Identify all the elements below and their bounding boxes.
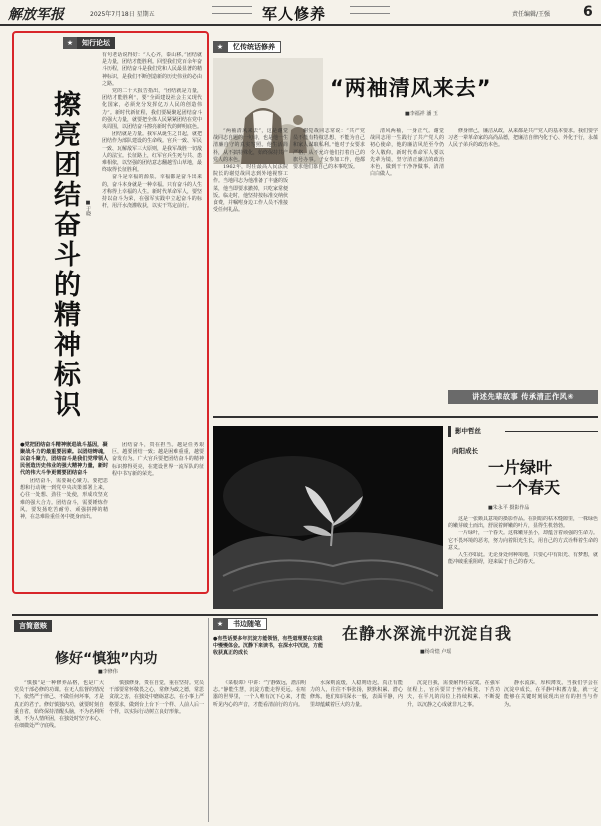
- article-body-col-1: [14, 680, 104, 820]
- article-paragraph: 谢觉哉同志常说：“共产党员不能有特权思想，不能为自己和家人谋取私利。”他对子女要求严格，从不允许他们打着自己的旗号办事。子女参加工作，他都要求他们靠自己的本事吃饭。: [293, 128, 365, 171]
- article-paragraph: “两袖清风来去”，这是谢觉哉同志自题的一句诗，也是他一生清廉自守的真实写照。他生活简朴，从不搞特殊化，始终保持共产党人的本色。: [213, 128, 288, 163]
- article-body-col-3: [407, 680, 500, 820]
- article-body-col-1: [102, 52, 202, 436]
- section-tag-left: [63, 37, 115, 49]
- article-paragraph: 一片绿叶，一个春天。这株嫩芽虽小，却蕴含着顽强的生命力。它不畏环境的恶劣，努力向着阳光生长，用自己的方式诠释着生命的意义。: [448, 530, 598, 551]
- sprout-photo: [213, 426, 443, 609]
- editor-credit: 责任编辑/王强: [512, 11, 551, 18]
- article-body-col-4: [504, 680, 598, 820]
- paper-name: 解放军报: [8, 7, 64, 23]
- article-body-col-3: [370, 128, 444, 383]
- article-body-col-3: [112, 442, 204, 588]
- article-headline: 在静水深流中沉淀自我: [342, 624, 513, 643]
- article-paragraph: 团结奋斗，需要凝心聚力。要把思想和行动统一到党中央决策部署上来，心往一处想、劲往一处使，形成攻坚克难的强大合力。团结奋斗，需要锤炼作风。要发扬吃苦耐劳、顽强拼搏的精神，在急难险重任务中挺身而出。: [20, 478, 108, 521]
- article-title: 擦亮团结奋斗的精神标识: [49, 90, 80, 420]
- article-paragraph: 慎独修身，贵在自觉，重在坚持。党员干部要常怀敬畏之心，常修为政之德，常思贪欲之害，在独处中磨砺意志，在小事上严格要求，做到台上台下一个样、人前人后一个样，以实际行动树立良好形象。: [109, 680, 204, 715]
- article-byline: ■杨奇煌 卢瑶: [420, 649, 452, 655]
- section-tag-bottom-left: [14, 620, 52, 632]
- article-paragraph: 人生亦如此。无论身处何种境地，只要心中有阳光、有梦想，就能冲破重重阻碍，迎来属于自己的春天。: [448, 552, 598, 566]
- series-banner: 讲述先辈故事 传承清正作风④: [448, 390, 598, 404]
- page-number: 6: [583, 4, 593, 20]
- article-paragraph: 清风两袖，一身正气。谢觉哉同志用一生践行了共产党人的初心使命，他的廉洁风范至今仍令人敬仰。新时代革命军人要以先辈为镜，坚守清正廉洁的政治本色，做到干干净净做事、清清白白做人。: [370, 128, 444, 178]
- star-icon: ★: [213, 41, 227, 53]
- article-body-col-1: [213, 128, 288, 383]
- insight-headline: [488, 458, 560, 498]
- article-body-col-4: [448, 128, 598, 383]
- article-headline: 修好“慎独”内功: [55, 651, 158, 667]
- article-paragraph: 有句老话说得好：“人心齐，泰山移。”团结就是力量，团结才能胜利。回望我们党百余年奋斗历程，团结奋斗是我们党和人民最显著的精神标识，是我们不断创造新的历史伟业的必由之路。: [102, 52, 202, 87]
- article-paragraph: 《菜根谭》中讲：“宁静致远，澹泊明志。”静能生慧，沉淀方能走得更远。在喧嚣的世界里，一个人唯有沉下心来，才能听见内心的声音，才能看清前行的方向。: [213, 680, 306, 708]
- section-tag-label: 知行论坛: [77, 37, 115, 49]
- section-tag-label: 言简意赅: [14, 620, 52, 632]
- section-label-text: 影中哲丝: [455, 427, 481, 435]
- article-paragraph: 1962年，时任最高人民法院院长的谢觉哉同志到外地视察工作。当地同志为他准备了丰盛的饭菜，他当即要求撤掉，只吃家常便饭。临走时，他坚持按标准交纳伙食费，并嘱咐身边工作人员不准接受任何礼品。: [213, 164, 288, 214]
- article-body-col-2: [293, 128, 365, 383]
- insight-author: ■朱永平 摄影作品: [488, 505, 530, 511]
- section-tag-label: 书边随笔: [227, 618, 267, 630]
- article-byline: ■李修伟: [98, 669, 118, 675]
- masthead: [0, 0, 601, 26]
- section-tag-top: [213, 41, 281, 53]
- sprout-icon: [213, 426, 443, 609]
- article-headline: “两袖清风来去”: [330, 76, 492, 100]
- article-body-col-1: [213, 680, 306, 820]
- article-summary: ●有些话要多年沉淀方能领悟，有些道理要在实践中慢慢体会。沉静下来读书，在深水中沉淀，方能收获真正的成长: [213, 636, 324, 656]
- insight-headline-line: 一片绿叶: [488, 458, 553, 477]
- article-paragraph: 静水流深，厚积薄发。当我们学会在沉淀中成长，在平静中积蓄力量，就一定能够在关键时刻展现出应有的担当与作为。: [504, 680, 598, 708]
- masthead-decoration-right: [350, 6, 390, 14]
- section-divider: [12, 614, 598, 616]
- article-paragraph: 这是一张颇具意境的摄影作品。在阴暗的枯木缝隙里，一株绿色的嫩芽破土而出，舒展着鲜嫩的叶片，显得生机勃勃。: [448, 516, 598, 530]
- article-body-col-2: [109, 680, 204, 820]
- section-label-insight: [448, 426, 598, 437]
- article-paragraph: 修身律己，廉洁从政，从来都是共产党人的基本要求。我们要学习老一辈革命家的高尚品德，把廉洁自律内化于心、外化于行，永葆人民子弟兵的政治本色。: [448, 128, 598, 149]
- article-paragraph: “慎独”是一种修养品格，也是广大党员干部必修的功课。在无人监督的情况下，依然严于律己、不做任何坏事，才是真正的君子。修好慎独内功，就要时刻自重自省，始终保持清醒头脑，不为名利所诱，不为人情所困，在独处时坚守本心、在细微处严守底线。: [14, 680, 104, 730]
- article-author: ■于晓: [85, 200, 91, 216]
- section-divider: [213, 416, 598, 418]
- issue-date: 2025年7月18日 星期五: [90, 11, 155, 18]
- masthead-decoration-left: [212, 6, 252, 14]
- star-icon: ★: [63, 37, 77, 49]
- article-paragraph: 沉淀自我，需要耐得住寂寞。在强军征程上，官兵要甘于坐冷板凳、下苦功夫，在平凡的岗位上持续积累、不断提升，以沉静之心成就非凡之事。: [407, 680, 500, 708]
- page-title: 军人修养: [262, 5, 327, 23]
- article-byline: ■李福祥 潘 玉: [405, 111, 438, 117]
- article-body-col-2: [310, 680, 403, 820]
- article-paragraph: 团结就是力量。我军从诞生之日起，就把团结作为部队建设的生命线。官兵一致、军民一致、瓦解敌军三大原则，是我军战胜一切敌人的法宝。长征路上，红军官兵生死与共、患难相依，以坚强的团结意志翻越雪山草地，最终取得长征胜利。: [102, 131, 202, 174]
- article-paragraph: 党的二十大报告指出，“团结就是力量，团结才能胜利”，要“全面建设社会主义现代化国家，必须充分发挥亿万人民的创造伟力”。新时代新征程，我们要凝聚起团结奋斗的强大力量，就要把全体人民紧紧团结在党中央周围，以团结奋斗擦亮新时代的鲜明底色。: [102, 88, 202, 131]
- column-divider: [208, 618, 209, 822]
- article-body-col-2: [20, 478, 108, 588]
- insight-headline-line: 一个春天: [496, 478, 561, 497]
- insight-subtitle: 向阳成长: [452, 447, 478, 455]
- insight-body: [448, 516, 598, 608]
- article-paragraph: 水深则流缓，人稳则语迟。真正有能力的人，往往不事张扬，默默积累、潜心修炼。他们如同深水一般，表面平静，内里却蕴藏着巨大的力量。: [310, 680, 403, 708]
- article-summary: ●党把团结奋斗精神嵌进战斗基因，凝聚战斗力的最重要因素。以团结铸魂，以奋斗聚力，团结奋斗是我们党带领人民创造历史伟业的强大精神力量，新时代的伟大斗争更需要团结奋斗: [20, 442, 109, 476]
- article-paragraph: 团结奋斗，贵在担当。越是任务艰巨，越要团结一致；越是困难重重，越要奋发有为。广大官兵要把团结奋斗的精神标识擦得更亮，在建设世界一流军队的征程中书写新的荣光。: [112, 442, 204, 477]
- article-paragraph: 奋斗是幸福的源泉。幸福都是奋斗出来的，奋斗本身就是一种幸福。只有奋斗的人生才称得上幸福的人生。新时代革命军人，要坚持以奋斗为荣，在强军实践中立起奋斗的标杆，用汗水浇灌收获，以实干笃定前行。: [102, 174, 202, 210]
- section-tag-label: 忆传统话修养: [227, 41, 281, 53]
- star-icon: ★: [213, 618, 227, 630]
- section-tag-bottom-right: [213, 618, 267, 630]
